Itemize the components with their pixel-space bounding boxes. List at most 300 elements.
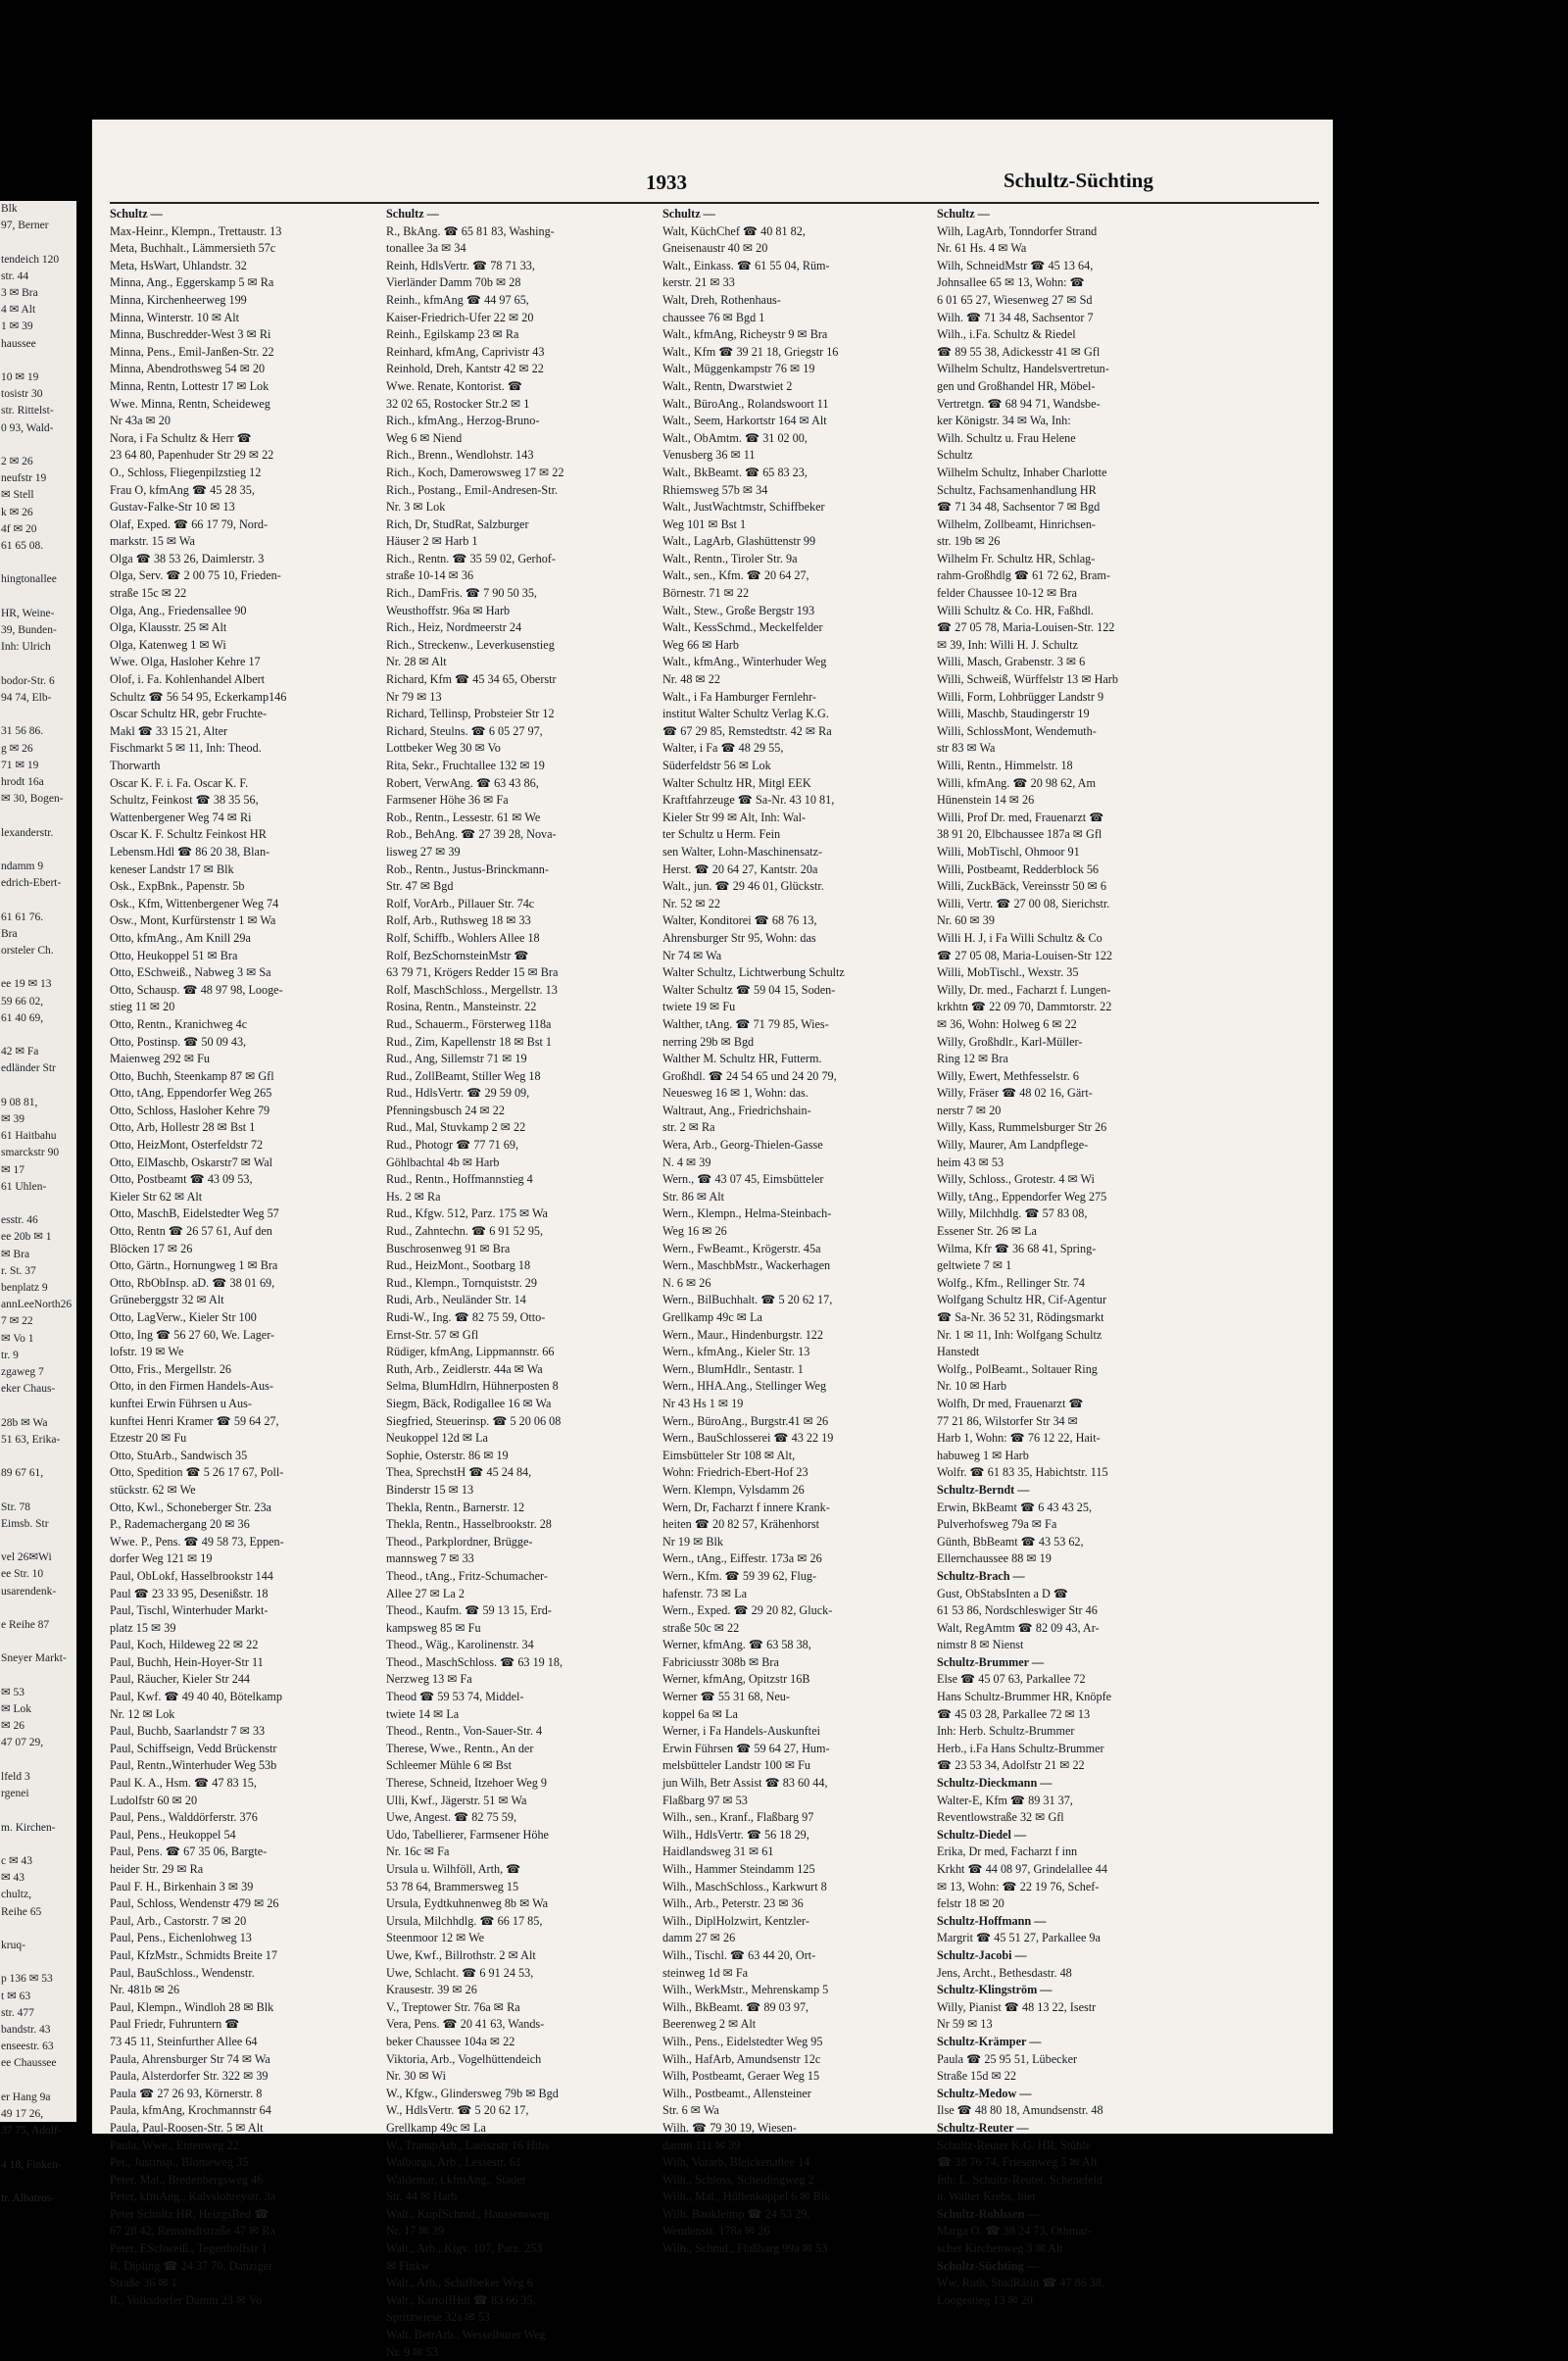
entry-line: Erwin, BkBeamt ☎ 6 43 43 25, [937,1500,1093,1514]
entry-line: Willi, ZuckBäck, Vereinsstr 50 ✉ 6 [937,879,1106,894]
prev-page-line: 31 56 86. [1,725,44,738]
column-3 [662,206,932,2256]
entry-line: Hs. 2 ✉ Ra [386,1189,441,1204]
entry-line: Wern., HHA.Ang., Stellinger Weg [662,1379,827,1394]
entry-line: Wera, Arb., Georg-Thielen-Gasse [662,1138,823,1153]
entry-line: O., Schloss, Fliegenpilzstieg 12 [110,465,262,479]
entry-line: P., Rademachergang 20 ✉ 36 [110,1517,250,1532]
entry-line: scher Kirchenweg 3 ✉ Alt [937,2241,1063,2256]
entry-line: Wilh. Baukleimp ☎ 24 53 29, [662,2206,810,2221]
prev-page-line [0,808,76,824]
entry-line: Schultz-Reuter — [937,2120,1029,2135]
entry-line: Otto, Gärtn., Hornungweg 1 ✉ Bra [110,1258,278,1273]
entry-line: platz 15 ✉ 39 [110,1620,176,1635]
entry-line: Weusthoffstr. 96a ✉ Harb [386,603,511,617]
entry-line: Willy, Fräser ☎ 48 02 16, Gärt- [937,1086,1093,1101]
entry-line: Str. 86 ✉ Alt [662,1189,725,1204]
entry-line: Wilh., i.Fa. Schultz & Riedel [937,327,1076,342]
entry-line: mannsweg 7 ✉ 33 [386,1551,474,1566]
entry-line: Olof, i. Fa. Kohlenhandel Albert [110,672,266,687]
entry-line: Walburga, Arb., Lessestr. 61 [386,2155,521,2170]
entry-line: Otto, Schloss, Hasloher Kehre 79 [110,1103,270,1117]
entry-line: Therese, Schneid, Itzehoer Weg 9 [386,1776,547,1791]
entry-line: Thea, SprechstH ☎ 45 24 84, [386,1465,532,1480]
entry-line: Rob., BehAng. ☎ 27 39 28, Nova- [386,827,557,842]
entry-line: Wilh., Schloss, Scheidingweg 2 [662,2172,814,2187]
prev-page-line [0,1634,76,1650]
entry-line: kampsweg 85 ✉ Fu [386,1620,481,1635]
entry-line: Wwe. P., Pens. ☎ 49 58 73, Eppen- [110,1534,284,1549]
entry-line: Hünenstein 14 ✉ 26 [937,793,1035,808]
entry-line: Minna, Winterstr. 10 ✉ Alt [110,310,240,324]
entry-line: Wern., FwBeamt., Krögerstr. 45a [662,1241,821,1255]
entry-line: Fabriciusstr 308b ✉ Bra [662,1654,779,1669]
entry-line: Wilh., Schmd., Flaßbarg 99a ✉ 53 [662,2241,828,2256]
entry-line: Paula, Alsterdorfer Str. 322 ✉ 39 [110,2069,269,2084]
entry-line: lofstr. 19 ✉ We [110,1345,184,1359]
entry-line: Wern., BüroAng., Burgstr.41 ✉ 26 [662,1413,829,1428]
entry-line: u. Walter Krebs, hier [937,2189,1037,2204]
entry-line: Rich., Rentn. ☎ 35 59 02, Gerhof- [386,551,556,566]
prev-page-line: str. 44 [1,270,29,282]
entry-line: straße 50c ✉ 22 [662,1620,740,1635]
entry-line: Wilh., DiplHolzwirt, Kentzler- [662,1913,809,1928]
entry-line: Otto, Fris., Mergellstr. 26 [110,1361,232,1376]
entry-line: Rich., Postang., Emil-Andresen-Str. [386,482,559,497]
entry-line: Wilh., BkBeamt. ☎ 89 03 97, [662,1999,809,2014]
prev-page-line: benplatz 9 [1,1282,48,1294]
entry-line: Osk., ExpBnk., Papenstr. 5b [110,879,245,894]
entry-line: Paul F. H., Birkenhain 3 ✉ 39 [110,1879,254,1894]
previous-page-edge [0,201,76,2204]
entry-line: Maienweg 292 ✉ Fu [110,1052,210,1066]
entry-line: Wohn: Friedrich-Ebert-Hof 23 [662,1465,808,1480]
entry-line: Wilh. ☎ 71 34 48, Sachsentor 7 [937,310,1094,324]
entry-line: Kieler Str 99 ✉ Alt, Inh: Wal- [662,810,807,824]
entry-line: ☎ 27 05 08, Maria-Louisen-Str 122 [937,948,1113,962]
entry-line: Rud., Klempn., Tornquiststr. 29 [386,1275,537,1290]
entry-line: markstr. 15 ✉ Wa [110,534,195,549]
entry-line: steinweg 1d ✉ Fa [662,1965,749,1980]
entry-line: Richard, Kfm ☎ 45 34 65, Oberstr [386,672,557,687]
entry-line: Schultz-Hoffmann — [937,1913,1047,1928]
prev-page-line: tr. 9 [1,1349,19,1361]
entry-line: straße 15c ✉ 22 [110,586,187,601]
prev-page-line [0,1752,76,1769]
entry-line: Willy, Pianist ☎ 48 13 22, Isestr [937,1999,1097,2014]
entry-line: Rolf, BezSchornsteinMstr ☎ [386,948,529,962]
entry-line: 73 45 11, Steinfurther Allee 64 [110,2034,258,2048]
entry-line: Gneisenaustr 40 ✉ 20 [662,241,768,256]
entry-line: Thekla, Rentn., Hasselbrookstr. 28 [386,1517,552,1532]
entry-line: Paul Friedr, Fuhruntern ☎ [110,2017,240,2032]
entry-line: Rolf, Schiffb., Wohlers Allee 18 [386,930,540,945]
entry-line: Spritzwiese 32a ✉ 53 [386,2310,490,2325]
entry-line: Ursula u. Wilhföll, Arth, ☎ [386,1862,521,1876]
entry-line: Wern., Exped. ☎ 29 20 82, Gluck- [662,1603,833,1618]
entry-line: Farmsener Höhe 36 ✉ Fa [386,793,509,808]
entry-line: Rolf, VorArb., Pillauer Str. 74c [386,896,535,910]
entry-line: Paul, Buchb, Saarlandstr 7 ✉ 33 [110,1724,266,1739]
entry-line: Willi Schultz & Co. HR, Faßhdl. [937,603,1094,617]
entry-line: Wilh, SchneidMstr ☎ 45 13 64, [937,258,1094,272]
entry-line: nerring 29b ✉ Bgd [662,1034,755,1049]
prev-page-line: er Hang 9a [1,2090,51,2103]
entry-line: Otto, Schausp. ☎ 48 97 98, Looge- [110,982,283,997]
entry-line: Willi, Vertr. ☎ 27 00 08, Sierichstr. [937,896,1110,910]
entry-line: Wilh., WerkMstr., Mehrenskamp 5 [662,1983,829,1997]
entry-line: str. 19b ✉ 26 [937,534,1001,549]
entry-line: Paul, Pens., Eichenlohweg 13 [110,1931,252,1945]
entry-line: Walt., JustWachtmstr, Schiffbeker [662,500,825,515]
entry-line: Wilh., Hammer Steindamm 125 [662,1862,815,1876]
entry-line: ☎ 27 05 78, Maria-Louisen-Str. 122 [937,620,1115,635]
entry-line: Paula, Wwe., Entenweg 22 [110,2138,239,2152]
entry-line: Willy, Schloss., Grotestr. 4 ✉ Wi [937,1172,1095,1187]
entry-line: Nr. 9 ✉ 53 [386,2344,438,2359]
prev-page-line: ee 20b ✉ 1 [1,1231,52,1244]
entry-line: 38 91 20, Elbchaussee 187a ✉ Gfl [937,827,1102,842]
entry-line: Therese, Wwe., Rentn., An der [386,1741,534,1755]
entry-line: Schultz — [110,207,163,221]
entry-line: Wilh., Tischl. ☎ 63 44 20, Ort- [662,1947,816,1962]
entry-line: Willi, Rentn., Himmelstr. 18 [937,759,1073,772]
entry-line: Gustav-Falke-Str 10 ✉ 13 [110,500,235,515]
prev-page-line: vel 26✉Wi [1,1551,52,1564]
prev-page-line: ✉ Bra [1,1248,30,1260]
entry-line: Nr 79 ✉ 13 [386,689,442,704]
prev-page-line: tosistr 30 [1,388,43,401]
entry-line: Nr. 12 ✉ Lok [110,1706,175,1721]
entry-line: Ursula, Eydtkuhnenweg 8b ✉ Wa [386,1896,549,1911]
entry-line: Schultz ☎ 56 54 95, Eckerkamp146 [110,689,287,704]
entry-line: Nr 43a ✉ 20 [110,414,171,428]
entry-line: Uwe, Angest. ☎ 82 75 59, [386,1810,516,1825]
entry-line: Wwe. Renate, Kontorist. ☎ [386,378,523,393]
entry-line: 32 02 65, Rostocker Str.2 ✉ 1 [386,396,530,411]
prev-page-line [0,1668,76,1685]
entry-line: Osw., Mont, Kurfürstenstr 1 ✉ Wa [110,913,276,928]
entry-line: Willi, Schweiß, Würffelstr 13 ✉ Harb [937,672,1118,687]
entry-line: Walt., Stew., Große Bergstr 193 [662,603,815,617]
entry-line: kunftei Erwin Führsen u Aus- [110,1396,252,1410]
entry-line: Willi, SchlossMont, Wendemuth- [937,723,1097,738]
entry-line: Buschrosenweg 91 ✉ Bra [386,1241,511,1255]
entry-line: Otto, StuArb., Sandwisch 35 [110,1448,248,1462]
entry-line: hafenstr. 73 ✉ La [662,1586,748,1600]
prev-page-line: haussee [1,337,36,350]
entry-line: Peter, ESchweiß., Tegetthoffstr 1 [110,2241,268,2256]
entry-line: Walt., Rentn., Tiroler Str. 9a [662,551,798,566]
entry-line: Nr 59 ✉ 13 [937,2017,993,2032]
entry-line: Hanstedt [937,1345,980,1359]
entry-line: Otto, Heukoppel 51 ✉ Bra [110,948,238,962]
entry-line: Wwe. Minna, Rentn, Scheideweg [110,396,270,411]
prev-page-line: smarckstr 90 [1,1147,60,1159]
entry-line: Viktoria, Arb., Vogelhüttendeich [386,2051,542,2066]
entry-line: kerstr. 21 ✉ 33 [662,275,735,290]
entry-line: ☎ 67 29 85, Remstedtstr. 42 ✉ Ra [662,723,832,738]
entry-line: Walt., kfmAng., Winterhuder Weg [662,655,827,669]
entry-line: Willi, MobTischl, Ohmoor 91 [937,844,1080,859]
entry-line: Schultz-Medow — [937,2086,1032,2100]
entry-line: ☎ Sa-Nr. 36 52 31, Rödingsmarkt [937,1310,1104,1324]
prev-page-line [0,2073,76,2090]
entry-line: Siegfried, Steuerinsp. ☎ 5 20 06 08 [386,1413,562,1428]
entry-line: Loogestieg 13 ✉ 20 [937,2292,1033,2307]
entry-line: Paul, Schiffseign, Vedd Brückenstr [110,1741,277,1755]
entry-line: Grellkamp 49c ✉ La [386,2120,486,2135]
prev-page-line: bodor-Str. 6 [1,674,55,687]
prev-page-line: 61 Uhlen- [1,1180,47,1193]
entry-line: Schultz-Klingström — [937,1983,1053,1997]
entry-line: dorfer Weg 121 ✉ 19 [110,1551,213,1566]
entry-line: Schleemer Mühle 6 ✉ Bst [386,1758,513,1773]
entry-line: Richard, Steulns. ☎ 6 05 27 97, [386,723,543,738]
entry-line: Str. 44 ✉ Harb [386,2189,458,2204]
entry-line: koppel 6a ✉ La [662,1706,738,1721]
prev-page-line [0,892,76,909]
entry-line: Werner ☎ 55 31 68, Neu- [662,1690,790,1704]
prev-page-line: ✉ Stell [1,489,34,502]
running-head: Schultz-Süchting [1004,169,1153,192]
entry-line: institut Walter Schultz Verlag K.G. [662,707,829,721]
prev-page-line: ✉ 53 [1,1686,25,1698]
prev-page-line: 4f ✉ 20 [1,522,37,535]
entry-line: Paul, Räucher, Kieler Str 244 [110,1672,251,1687]
prev-page-line: ee 19 ✉ 13 [1,978,52,991]
prev-page-line: Str. 78 [1,1500,31,1513]
entry-line: ☎ 38 76 74, Friesenweg 5 ✉ Alt [937,2155,1098,2170]
entry-line: Meta, HsWart, Uhlandstr. 32 [110,258,247,272]
entry-line: Nr. 1 ✉ 11, Inh: Wolfgang Schultz [937,1327,1102,1342]
entry-line: Börnestr. 71 ✉ 22 [662,586,750,601]
prev-page-line: m. Kirchen- [1,1821,56,1834]
entry-line: str. 2 ✉ Ra [662,1120,715,1135]
entry-line: Rudi-W., Ing. ☎ 82 75 59, Otto- [386,1310,546,1324]
entry-line: Wern., tAng., Eiffestr. 173a ✉ 26 [662,1551,822,1566]
entry-line: Pulverhofsweg 79a ✉ Fa [937,1517,1057,1532]
entry-line: Paul, Klempn., Windloh 28 ✉ Blk [110,1999,274,2014]
entry-line: Wilhelm Schultz, Inhaber Charlotte [937,465,1107,479]
prev-page-line: tr. Albatros- [1,2191,55,2204]
entry-line: Werner, i Fa Handels-Auskunftei [662,1724,820,1739]
entry-line: Rolf, Arb., Ruthsweg 18 ✉ 33 [386,913,531,928]
entry-line: Wilh., Pens., Eidelstedter Weg 95 [662,2034,823,2048]
entry-line: Schultz [937,448,973,463]
prev-page-line: HR, Weine- [1,607,55,619]
entry-line: Rud., Rentn., Hoffmannstieg 4 [386,1172,533,1187]
entry-line: Rosina, Rentn., Mansteinstr. 22 [386,1000,537,1014]
prev-page-line: zgaweg 7 [1,1366,44,1379]
entry-line: Oscar K. F. Schultz Feinkost HR [110,827,267,842]
entry-line: Wilma, Kfr ☎ 36 68 41, Spring- [937,1241,1097,1255]
entry-line: Rud., Zim, Kapellenstr 18 ✉ Bst 1 [386,1034,552,1049]
entry-line: Schultz-Brach — [937,1568,1025,1583]
entry-line: Vera, Pens. ☎ 20 41 63, Wands- [386,2017,545,2032]
entry-line: Peter, kfmAng., Kalvslohreystr. 3a [110,2189,276,2204]
prev-page-line [0,656,76,672]
entry-line: Nora, i Fa Schultz & Herr ☎ [110,430,252,445]
entry-line: Eimsbütteler Str 108 ✉ Alt, [662,1448,796,1462]
directory-page [92,120,1333,2359]
entry-line: krkhtn ☎ 22 09 70, Dammtorstr. 22 [937,1000,1112,1014]
entry-line: Paula, kfmAng, Krochmannstr 64 [110,2103,271,2118]
entry-line: Straße 15d ✉ 22 [937,2069,1016,2084]
entry-line: Schultz-Jacobi — [937,1947,1027,1962]
entry-line: Sophie, Osterstr. 86 ✉ 19 [386,1448,509,1462]
entry-line: Ellernchaussee 88 ✉ 19 [937,1551,1052,1566]
entry-line: chaussee 76 ✉ Bgd 1 [662,310,765,324]
entry-line: Otto, ElMaschb, Oskarstr7 ✉ Wal [110,1155,273,1169]
prev-page-line: k ✉ 26 [1,506,33,518]
entry-line: Walter, Konditorei ☎ 68 76 13, [662,913,817,928]
entry-line: W., Kfgw., Glindersweg 79b ✉ Bgd [386,2086,559,2100]
entry-line: Paul, Rentn.,Winterhuder Weg 53b [110,1758,277,1773]
entry-line: Else ☎ 45 07 63, Parkallee 72 [937,1672,1086,1687]
entry-line: Walt., Arb., Schiffbeker Weg 6 [386,2276,533,2290]
entry-line: Paul K. A., Hsm. ☎ 47 83 15, [110,1776,257,1791]
entry-line: Erwin Führsen ☎ 59 64 27, Hum- [662,1741,830,1755]
prev-page-line: orsteler Ch. [1,944,54,957]
entry-line: Willi, Maschb, Staudingerstr 19 [937,707,1090,721]
entry-line: Paul ☎ 23 33 95, Desenißstr. 18 [110,1586,269,1600]
entry-line: Walt., jun. ☎ 29 46 01, Glückstr. [662,879,824,894]
entry-line: Weg 101 ✉ Bst 1 [662,516,747,531]
entry-line: Wilh, Postbeamt, Geraer Weg 15 [662,2069,820,2084]
entry-line: Walt., i Fa Hamburger Fernlehr- [662,689,816,704]
gutter-shadow [76,147,92,2134]
entry-line: Olga, Ang., Friedensallee 90 [110,603,247,617]
prev-page-line: p 136 ✉ 53 [1,1973,53,1986]
column-1 [110,206,379,2307]
prev-page-line: ee Chaussee [1,2057,57,2070]
entry-line: str 83 ✉ Wa [937,741,996,756]
entry-line: Rich., kfmAng., Herzog-Bruno- [386,414,540,428]
prev-page-line [0,1398,76,1414]
entry-line: ✉ Finkw [386,2258,430,2273]
entry-line: Uwe, Schlacht. ☎ 6 91 24 53, [386,1965,534,1980]
entry-line: Gust, ObStabsInten a D ☎ [937,1586,1068,1600]
page-number: 1933 [646,171,687,194]
entry-line: Olaf, Exped. ☎ 66 17 79, Nord- [110,516,269,531]
prev-page-line: 61 Haitbahu [1,1130,57,1143]
entry-line: Walt., Einkass. ☎ 61 55 04, Rüm- [662,258,830,272]
entry-line: Willi, Form, Lohbrügger Landstr 9 [937,689,1104,704]
entry-line: 67 28 42, Remstedtstraße 47 ✉ Ra [110,2224,275,2238]
entry-line: Theod., Kaufm. ☎ 59 13 15, Erd- [386,1603,552,1618]
entry-line: Willi, kfmAng. ☎ 20 98 62, Am [937,775,1096,790]
entry-line: Lebensm.Hdl ☎ 86 20 38, Blan- [110,844,270,859]
prev-page-line: esstr. 46 [1,1214,38,1227]
prev-page-line: 94 74, Elb- [1,691,52,704]
entry-line: Wolfg., Kfm., Rellinger Str. 74 [937,1275,1086,1290]
entry-line: Essener Str. 26 ✉ La [937,1224,1037,1239]
entry-line: Walt., ObAmtm. ☎ 31 02 00, [662,430,808,445]
prev-page-line [0,1449,76,1465]
entry-line: N. 6 ✉ 26 [662,1275,711,1290]
entry-line: Schultz-Brummer — [937,1654,1045,1669]
entry-line: Wern. Klempn, Vylsdamm 26 [662,1482,805,1497]
entry-line: R., Volksdorfer Damm 23 ✉ Vo [110,2292,263,2307]
prev-page-line: c ✉ 43 [1,1854,32,1867]
entry-line: Schultz-Dieckmann — [937,1776,1053,1791]
entry-line: Paula ☎ 25 95 51, Lübecker [937,2051,1078,2066]
prev-page-line: ee Str. 10 [1,1568,44,1581]
entry-line: Wwe. Olga, Hasloher Kehre 17 [110,655,261,669]
entry-line: Wern., BauSchlosserei ☎ 43 22 19 [662,1431,834,1446]
entry-line: Grellkamp 49c ✉ La [662,1310,762,1324]
entry-line: Vierländer Damm 70b ✉ 28 [386,275,521,290]
entry-line: Paul, Arb., Castorstr. 7 ✉ 20 [110,1913,247,1928]
prev-page-line: bandstr. 43 [1,2023,51,2036]
entry-line: Wilh., Arb., Peterstr. 23 ✉ 36 [662,1896,804,1911]
prev-page-line: 3 ✉ Bra [1,287,38,300]
entry-line: Paula, Paul-Roosen-Str. 5 ✉ Alt [110,2120,264,2135]
entry-line: stückstr. 62 ✉ We [110,1482,196,1497]
entry-line: Paul, Schloss, Wendenstr 479 ✉ 26 [110,1896,279,1911]
entry-line: Paul, KfzMstr., Schmidts Breite 17 [110,1947,277,1962]
entry-line: Nr. 48 ✉ 22 [662,672,720,687]
entry-line: geltwiete 7 ✉ 1 [937,1258,1012,1273]
entry-line: Rud., Kfgw. 512, Parz. 175 ✉ Wa [386,1206,548,1221]
prev-page-line [0,707,76,723]
entry-line: Rich, Dr, StudRat, Salzburger [386,516,529,531]
entry-line: Allee 27 ✉ La 2 [386,1586,465,1600]
entry-line: Paul, ObLokf, Hasselbrookstr 144 [110,1568,273,1583]
entry-line: ter Schultz u Herm. Fein [662,827,781,842]
entry-line: Rob., Rentn., Lessestr. 61 ✉ We [386,810,541,824]
entry-line: nerstr 7 ✉ 20 [937,1103,1002,1117]
entry-line: Otto, tAng, Eppendorfer Weg 265 [110,1086,272,1101]
entry-line: Paula ☎ 27 26 93, Körnerstr. 8 [110,2086,263,2100]
entry-line: Wern., ☎ 43 07 45, Eimsbütteler [662,1172,824,1187]
prev-page-line [0,2140,76,2156]
entry-line: Pet., Justinsp., Blomeweg 35 [110,2155,249,2170]
entry-line: Schultz-Krämper — [937,2034,1042,2048]
entry-line: Etzestr 20 ✉ Fu [110,1431,187,1446]
entry-line: lisweg 27 ✉ 39 [386,844,461,859]
entry-line: Rud., Zahntechn. ☎ 6 91 52 95, [386,1224,544,1239]
entry-line: stieg 11 ✉ 20 [110,1000,175,1014]
prev-page-line [0,589,76,606]
entry-line: Oscar K. F. i. Fa. Oscar K. F. [110,775,249,790]
entry-line: ☎ 89 55 38, Adickesstr 41 ✉ Gfl [937,344,1101,359]
entry-line: tonallee 3a ✉ 34 [386,241,466,256]
prev-page-line: 97, Berner [1,220,49,232]
prev-page-line: rgenei [1,1788,29,1800]
entry-line: Walter Schultz HR, Mitgl EEK [662,775,811,790]
entry-line: Peter Schultz HR, HeizgsBed ☎ [110,2206,270,2221]
entry-line: Willy, Großhdlr., Karl-Müller- [937,1034,1083,1049]
entry-line: Blöcken 17 ✉ 26 [110,1241,193,1255]
entry-line: Otto, Spedition ☎ 5 26 17 67, Poll- [110,1465,284,1480]
prev-page-line: ✉ 30, Bogen- [1,793,64,806]
entry-line: Nr. 16c ✉ Fa [386,1845,450,1859]
prev-page-line: 47 07 29, [1,1737,44,1749]
entry-line: Otto, Postinsp. ☎ 50 09 43, [110,1034,247,1049]
entry-line: Waltraut, Ang., Friedrichshain- [662,1103,811,1117]
prev-page-line: 61 61 76. [1,910,44,923]
column-2 [386,206,656,2359]
entry-line: Herst. ☎ 20 64 27, Kantstr. 20a [662,861,818,876]
entry-line: Nr. 28 ✉ Alt [386,655,447,669]
entry-line: melsbütteler Landstr 100 ✉ Fu [662,1758,811,1773]
entry-line: habuweg 1 ✉ Harb [937,1448,1029,1462]
prev-page-line: Blk [1,203,18,215]
entry-line: Wern., kfmAng., Kieler Str. 13 [662,1345,810,1359]
entry-line: Ring 12 ✉ Bra [937,1052,1008,1066]
